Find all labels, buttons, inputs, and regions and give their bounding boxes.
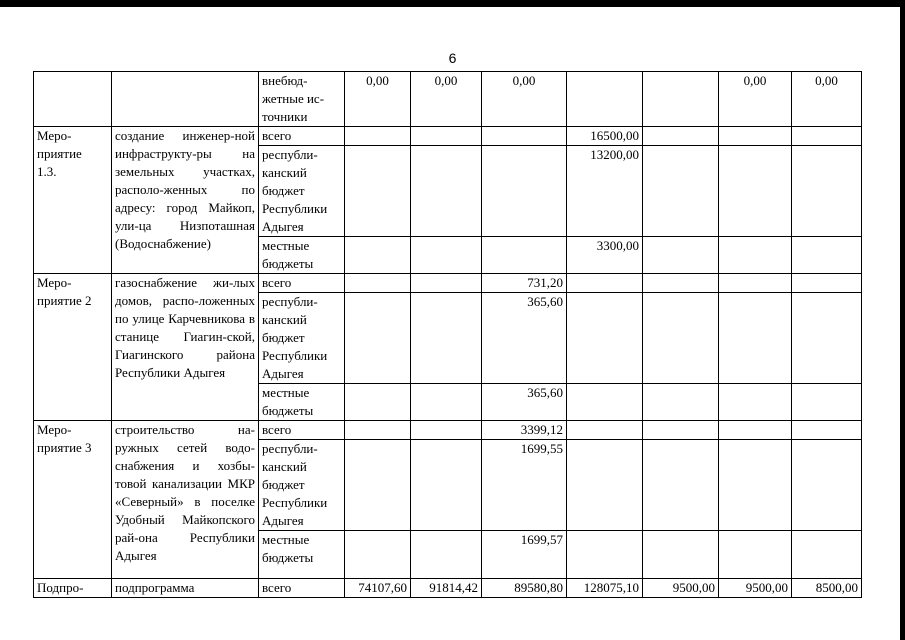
value-cell <box>345 440 411 531</box>
value-cell <box>411 531 482 579</box>
value-cell <box>411 421 482 440</box>
source-cell: республи- канский бюджет Республики Адыгея <box>259 146 345 237</box>
value-cell: 0,00 <box>792 72 862 127</box>
value-cell: 0,00 <box>411 72 482 127</box>
value-cell: 0,00 <box>719 72 792 127</box>
source-cell: республи- канский бюджет Республики Адыгея <box>259 293 345 384</box>
measure-label: Подпро- <box>34 579 112 598</box>
value-cell <box>792 440 862 531</box>
measure-description: создание инженер-ной инфраструкту-ры на земельных участках, располо-женных по адресу: город Майкоп, ули-ца Низпоташная (Водоснабжение) <box>112 127 259 274</box>
value-cell <box>643 237 719 274</box>
budget-table <box>33 71 862 598</box>
value-cell <box>719 293 792 384</box>
source-cell: внебюд- жетные ис- точники <box>259 72 345 127</box>
description-cell <box>112 72 259 127</box>
value-cell: 3300,00 <box>567 237 643 274</box>
value-cell <box>411 440 482 531</box>
value-cell <box>719 531 792 579</box>
value-cell <box>643 146 719 237</box>
value-cell <box>482 146 567 237</box>
value-cell <box>719 146 792 237</box>
value-cell: 0,00 <box>345 72 411 127</box>
table-row <box>34 72 862 127</box>
value-cell <box>792 421 862 440</box>
source-cell: местные бюджеты <box>259 531 345 579</box>
measure-label: Меро- приятие 2 <box>34 274 112 421</box>
source-cell: всего <box>259 579 345 598</box>
source-cell: республи- канский бюджет Республики Адыгея <box>259 440 345 531</box>
value-cell: 365,60 <box>482 384 567 421</box>
value-cell <box>719 127 792 146</box>
value-cell <box>643 384 719 421</box>
value-cell: 365,60 <box>482 293 567 384</box>
value-cell <box>567 421 643 440</box>
source-cell: всего <box>259 127 345 146</box>
value-cell <box>719 237 792 274</box>
value-cell <box>411 127 482 146</box>
value-cell <box>567 274 643 293</box>
value-cell <box>567 440 643 531</box>
value-cell <box>643 293 719 384</box>
value-cell <box>345 274 411 293</box>
value-cell: 3399,12 <box>482 421 567 440</box>
value-cell: 9500,00 <box>643 579 719 598</box>
value-cell <box>719 274 792 293</box>
value-cell <box>482 127 567 146</box>
value-cell <box>643 274 719 293</box>
value-cell: 8500,00 <box>792 579 862 598</box>
value-cell <box>411 146 482 237</box>
value-cell: 1699,57 <box>482 531 567 579</box>
table-row <box>34 127 862 146</box>
value-cell <box>643 127 719 146</box>
table-row <box>34 274 862 293</box>
value-cell: 0,00 <box>482 72 567 127</box>
value-cell <box>792 146 862 237</box>
value-cell <box>643 421 719 440</box>
measure-description: газоснабжение жи-лых домов, распо-ложенных по улице Карчевникова в станице Гиагин-ской, Гиагинского района Республики Адыгея <box>112 274 259 421</box>
value-cell <box>792 274 862 293</box>
source-cell: всего <box>259 274 345 293</box>
value-cell <box>345 237 411 274</box>
value-cell <box>345 146 411 237</box>
value-cell <box>411 274 482 293</box>
source-cell: местные бюджеты <box>259 237 345 274</box>
measure-label-cell <box>34 72 112 127</box>
value-cell <box>345 384 411 421</box>
value-cell <box>643 72 719 127</box>
value-cell <box>792 384 862 421</box>
value-cell: 9500,00 <box>719 579 792 598</box>
value-cell <box>411 293 482 384</box>
value-cell <box>567 531 643 579</box>
value-cell: 1699,55 <box>482 440 567 531</box>
value-cell: 128075,10 <box>567 579 643 598</box>
value-cell <box>567 384 643 421</box>
value-cell <box>482 237 567 274</box>
value-cell <box>345 531 411 579</box>
value-cell <box>719 384 792 421</box>
value-cell <box>345 421 411 440</box>
value-cell: 91814,42 <box>411 579 482 598</box>
value-cell <box>567 72 643 127</box>
value-cell <box>719 421 792 440</box>
value-cell <box>345 127 411 146</box>
source-cell: местные бюджеты <box>259 384 345 421</box>
measure-label: Меро- приятие 3 <box>34 421 112 579</box>
table-row <box>34 579 862 598</box>
value-cell <box>643 440 719 531</box>
measure-label: Меро- приятие 1.3. <box>34 127 112 274</box>
value-cell: 13200,00 <box>567 146 643 237</box>
scan-border-top <box>0 0 905 7</box>
value-cell <box>643 531 719 579</box>
value-cell <box>792 237 862 274</box>
measure-description: подпрограмма <box>112 579 259 598</box>
value-cell <box>411 384 482 421</box>
value-cell <box>792 127 862 146</box>
value-cell: 16500,00 <box>567 127 643 146</box>
value-cell: 731,20 <box>482 274 567 293</box>
scan-border-right <box>900 0 905 640</box>
page-number: 6 <box>448 50 457 66</box>
value-cell <box>345 293 411 384</box>
table-row <box>34 421 862 440</box>
source-cell: всего <box>259 421 345 440</box>
measure-description: строительство на-ружных сетей водо-снабжения и хозбы-товой канализации МКР «Северный» в поселке Удобный Майкопского рай-она Республики Адыгея <box>112 421 259 579</box>
value-cell: 74107,60 <box>345 579 411 598</box>
value-cell <box>792 293 862 384</box>
value-cell <box>411 237 482 274</box>
value-cell: 89580,80 <box>482 579 567 598</box>
value-cell <box>567 293 643 384</box>
value-cell <box>792 531 862 579</box>
value-cell <box>719 440 792 531</box>
